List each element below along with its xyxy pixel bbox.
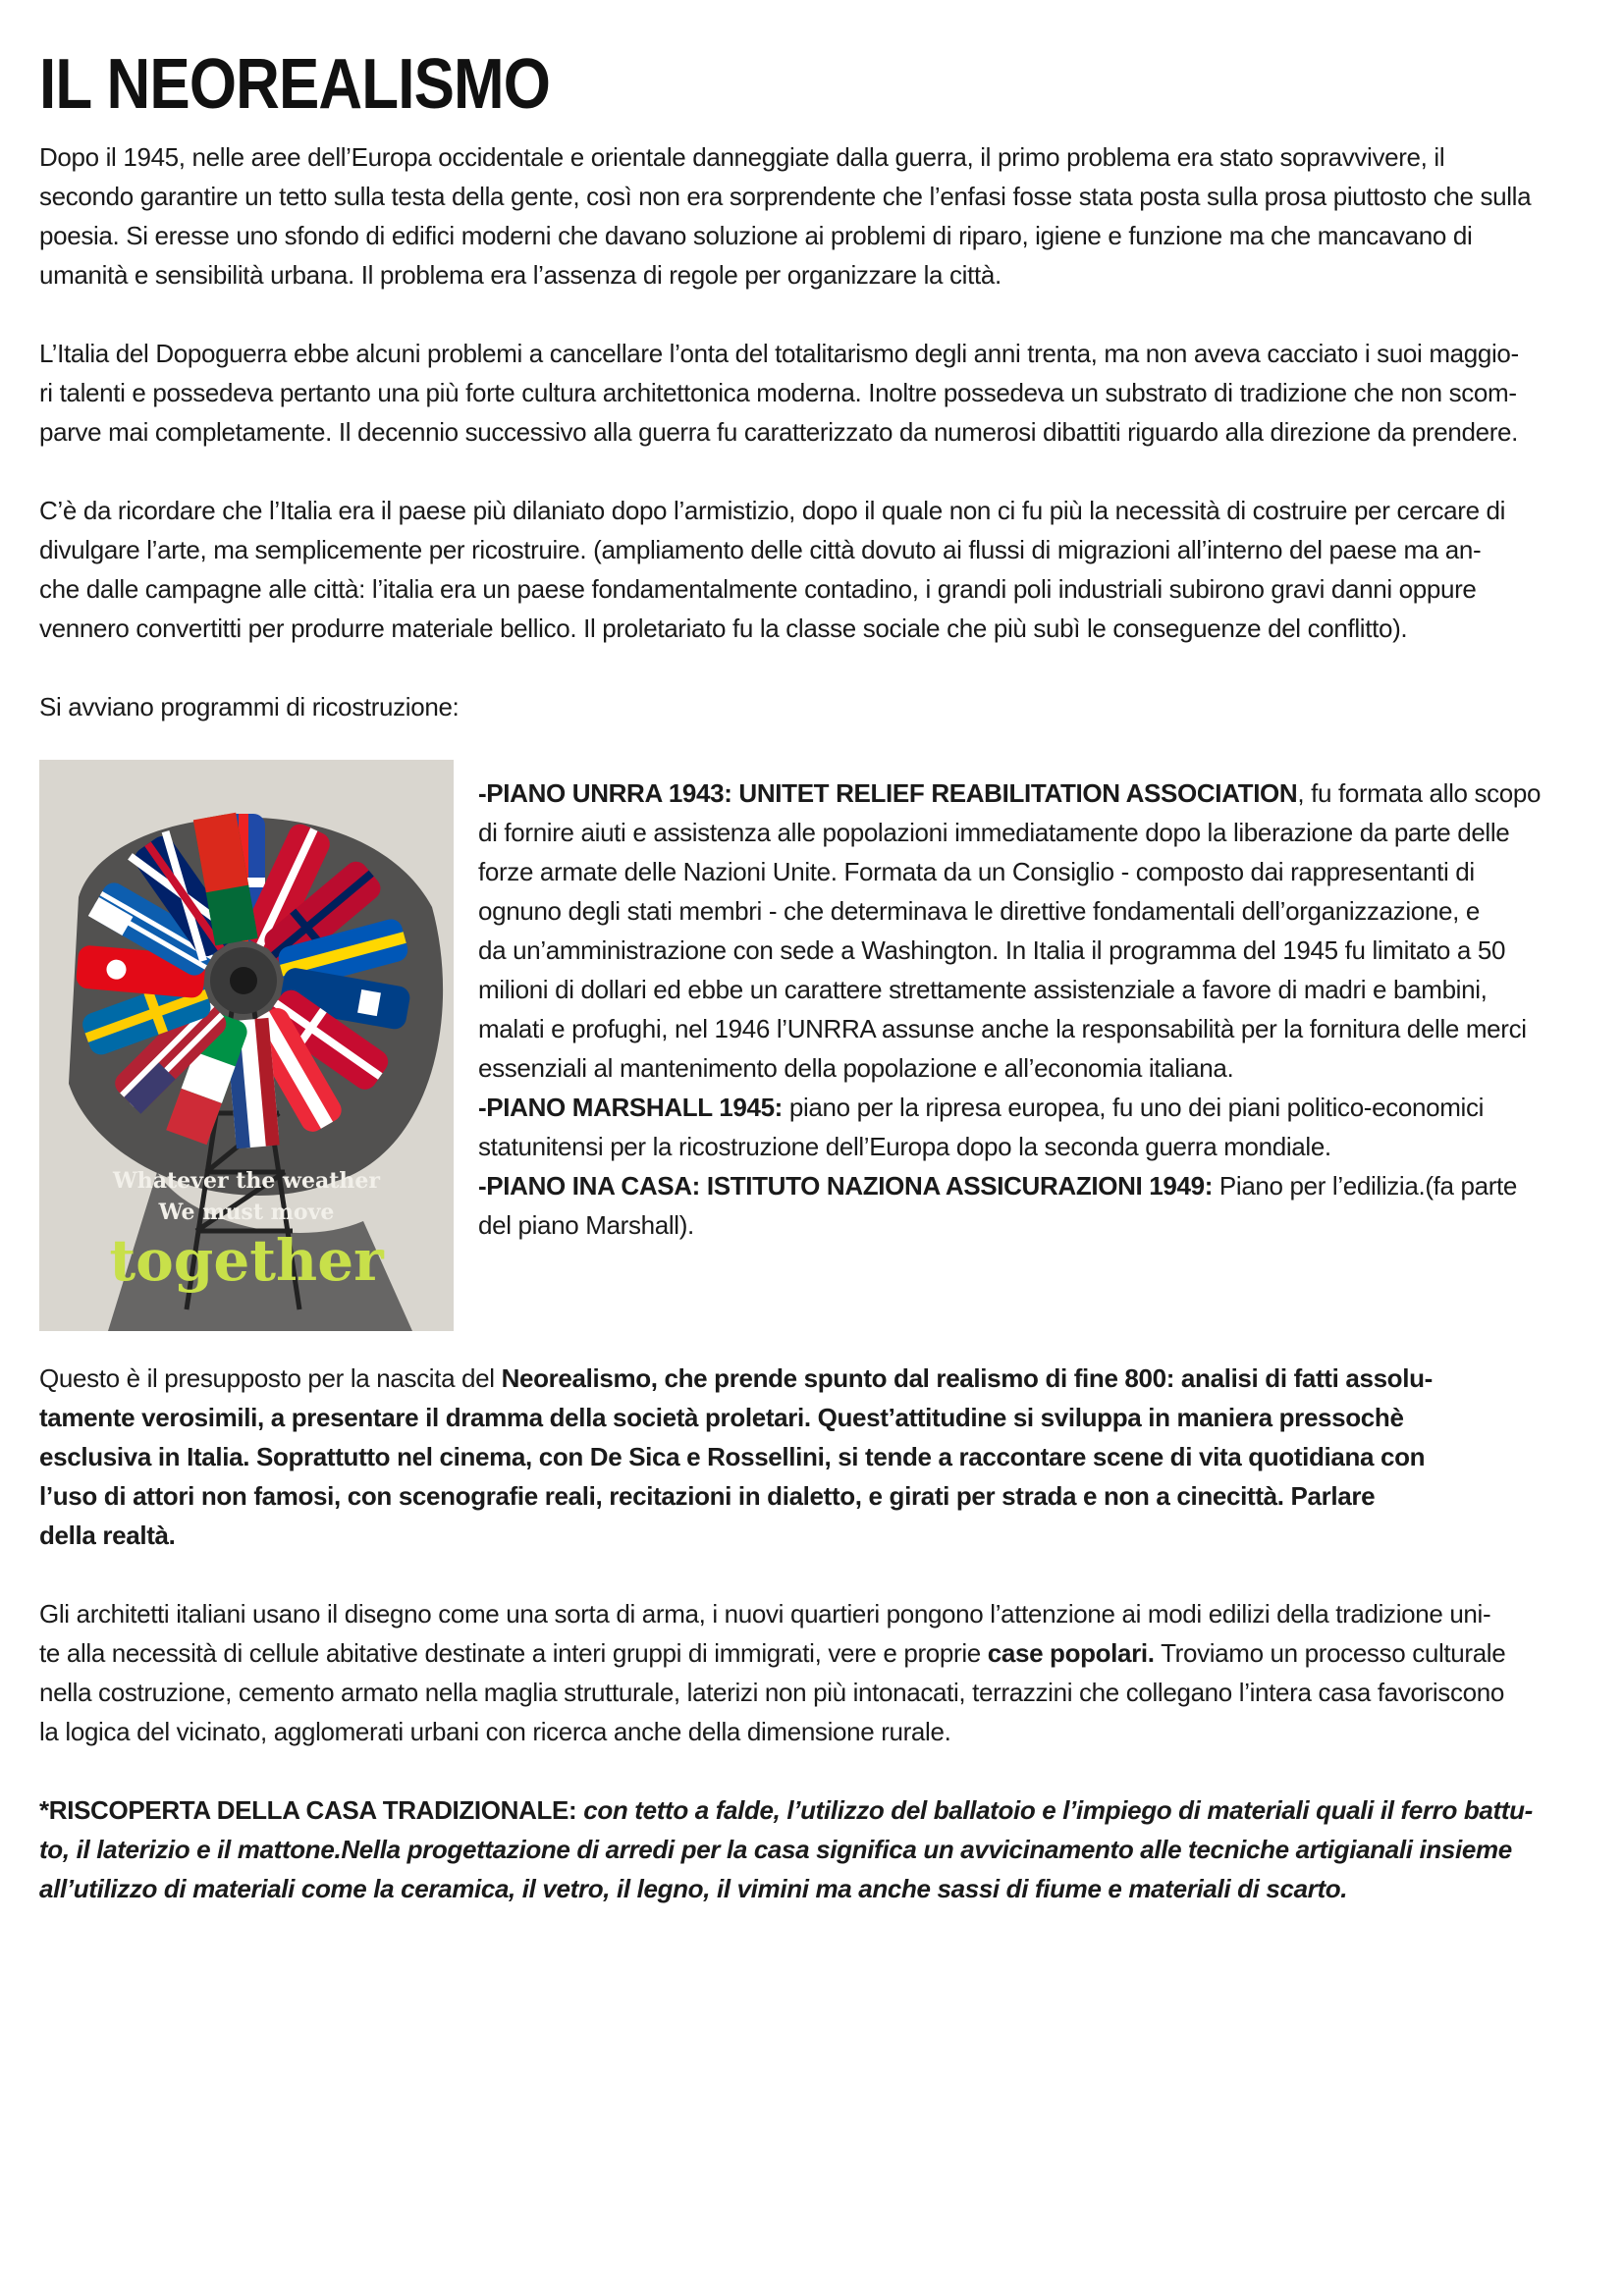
text-line: divulgare l’arte, ma semplicemente per ricostruire. (ampliamento delle città dovuto ai flussi di migrazioni all’interno del paese ma an- (39, 535, 1482, 564)
plans-section (39, 760, 1596, 1339)
text-line: esclusiva in Italia. Soprattutto nel cinema, con De Sica e Rossellini, si tende a raccontare scene di vita quotidiana con (39, 1442, 1426, 1471)
text-line (39, 1633, 1596, 1673)
text-line: parve mai completamente. Il decennio successivo alla guerra fu caratterizzato da numerosi dibattiti riguardo alla direzione da prendere. (39, 417, 1519, 447)
document-page (39, 45, 1596, 1948)
text-line: secondo garantire un tetto sulla testa della gente, così non era sorprendente che l’enfasi fosse stata posta sulla prosa piuttosto che sulla (39, 182, 1532, 211)
text-line: poesia. Si eresse uno sfondo di edifici moderni che davano soluzione ai problemi di riparo, igiene e funzione ma che mancavano di (39, 221, 1473, 250)
poster-text-line3: together (109, 1227, 384, 1294)
text-line: l’uso di attori non famosi, con scenografie reali, recitazioni in dialetto, e girati per strada e non a cinecittà. Parlare (39, 1481, 1376, 1511)
text-line: Si avviano programmi di ricostruzione: (39, 692, 460, 721)
paragraph-dopoguerra (39, 137, 1596, 294)
text-span-bold: case popolari. (987, 1638, 1155, 1668)
text-line: Gli architetti italiani usano il disegno come una sorta di arma, i nuovi quartieri pongono l’attenzione ai modi edilizi della tradizione uni- (39, 1599, 1491, 1629)
text-line: malati e profughi, nel 1946 l’UNRRA assunse anche la responsabilità per la fornitura delle merci (478, 1014, 1527, 1043)
text-span-italic: con tetto a falde, l’utilizzo del ballatoio e l’impiego di materiali quali il ferro battu- (576, 1795, 1533, 1825)
text-line: L’Italia del Dopoguerra ebbe alcuni problemi a cancellare l’onta del totalitarismo degli anni trenta, ma non aveva cacciato i suoi maggio- (39, 339, 1519, 368)
text-span-bold: Neorealismo, che prende spunto dal realismo di fine 800: analisi di fatti assolu- (501, 1363, 1433, 1393)
plan-ina-line (478, 1166, 1597, 1205)
text-span: piano per la ripresa europea, fu uno dei piani politico-economici (783, 1093, 1485, 1122)
poster-text-line2: We must move (158, 1200, 335, 1225)
text-line: di fornire aiuti e assistenza alle popolazioni immediatamente dopo la liberazione da parte delle (478, 818, 1510, 847)
paragraph-neorealismo (39, 1359, 1596, 1555)
page-title: IL NEOREALISMO (39, 45, 551, 124)
text-span: Troviamo un processo culturale (1154, 1638, 1506, 1668)
plans-list (478, 774, 1597, 1245)
text-line: tamente verosimili, a presentare il dramma della società proletari. Quest’attitudine si sviluppa in maniera pressochè (39, 1403, 1404, 1432)
text-line (39, 1790, 1596, 1830)
text-line: Dopo il 1945, nelle aree dell’Europa occidentale e orientale danneggiate dalla guerra, il primo problema era stato sopravvivere, il (39, 142, 1445, 172)
plan-marshall-heading: -PIANO MARSHALL 1945: (478, 1093, 783, 1122)
text-line: ognuno degli stati membri - che determinava le direttive fondamentali dell’organizzazione, e (478, 896, 1480, 926)
windmill-flags-illustration (39, 760, 454, 1331)
text-span: Questo è il presupposto per la nascita del (39, 1363, 502, 1393)
riscoperta-heading: *RISCOPERTA DELLA CASA TRADIZIONALE: (39, 1795, 577, 1825)
paragraph-armistizio (39, 491, 1596, 648)
text-line: to, il laterizio e il mattone.Nella progettazione di arredi per la casa significa un avvicinamento alle tecniche artigianali insieme (39, 1835, 1512, 1864)
text-line: umanità e sensibilità urbana. Il problema era l’assenza di regole per organizzare la città. (39, 260, 1001, 290)
plan-unrra-line (478, 774, 1597, 813)
text-line: vennero convertitti per produrre materiale bellico. Il proletariato fu la classe sociale che più subì le conseguenze del conflitto). (39, 614, 1408, 643)
text-line: del piano Marshall). (478, 1210, 694, 1240)
text-span: , fu formata allo scopo (1297, 778, 1542, 808)
marshall-plan-poster (39, 760, 454, 1331)
text-line: da un’amministrazione con sede a Washington. In Italia il programma del 1945 fu limitato a 50 (478, 935, 1506, 965)
text-line: milioni di dollari ed ebbe un carattere strettamente assistenziale a favore di madri e bambini, (478, 975, 1488, 1004)
text-line: essenziali al mantenimento della popolazione e all’economia italiana. (478, 1053, 1234, 1083)
text-line: che dalle campagne alle città: l’italia era un paese fondamentalmente contadino, i grandi poli industriali subirono gravi danni oppure (39, 574, 1477, 604)
poster-text-line1: Whatever the weather (113, 1168, 380, 1194)
plan-unrra-heading: -PIANO UNRRA 1943: UNITET RELIEF REABILITATION ASSOCIATION (478, 778, 1298, 808)
text-line (39, 1359, 1596, 1398)
text-span: Piano per l’edilizia.(fa parte (1213, 1171, 1518, 1201)
text-line: ri talenti e possedeva pertanto una più forte cultura architettonica moderna. Inoltre possedeva un substrato di tradizione che non scom- (39, 378, 1517, 407)
plan-ina-heading: -PIANO INA CASA: ISTITUTO NAZIONA ASSICURAZIONI 1949: (478, 1171, 1214, 1201)
paragraph-architetti (39, 1594, 1596, 1751)
plan-marshall-line (478, 1088, 1597, 1127)
paragraph-riscoperta (39, 1790, 1596, 1908)
text-line: forze armate delle Nazioni Unite. Formata da un Consiglio - composto dai rappresentanti di (478, 857, 1475, 886)
text-line: la logica del vicinato, agglomerati urbani con ricerca anche della dimensione rurale. (39, 1717, 951, 1746)
text-line: statunitensi per la ricostruzione dell’Europa dopo la seconda guerra mondiale. (478, 1132, 1331, 1161)
text-line: nella costruzione, cemento armato nella maglia strutturale, laterizi non più intonacati, terrazzini che collegano l’intera casa favoriscono (39, 1678, 1504, 1707)
text-line: della realtà. (39, 1521, 176, 1550)
text-span: te alla necessità di cellule abitative destinate a interi gruppi di immigrati, vere e proprie (39, 1638, 988, 1668)
paragraph-programmi (39, 687, 1596, 726)
text-line: C’è da ricordare che l’Italia era il paese più dilaniato dopo l’armistizio, dopo il quale non ci fu più la necessità di costruire per cercare di (39, 496, 1506, 525)
text-line: all’utilizzo di materiali come la ceramica, il vetro, il legno, il vimini ma anche sassi di fiume e materiali di scarto. (39, 1874, 1348, 1903)
paragraph-italia (39, 334, 1596, 452)
